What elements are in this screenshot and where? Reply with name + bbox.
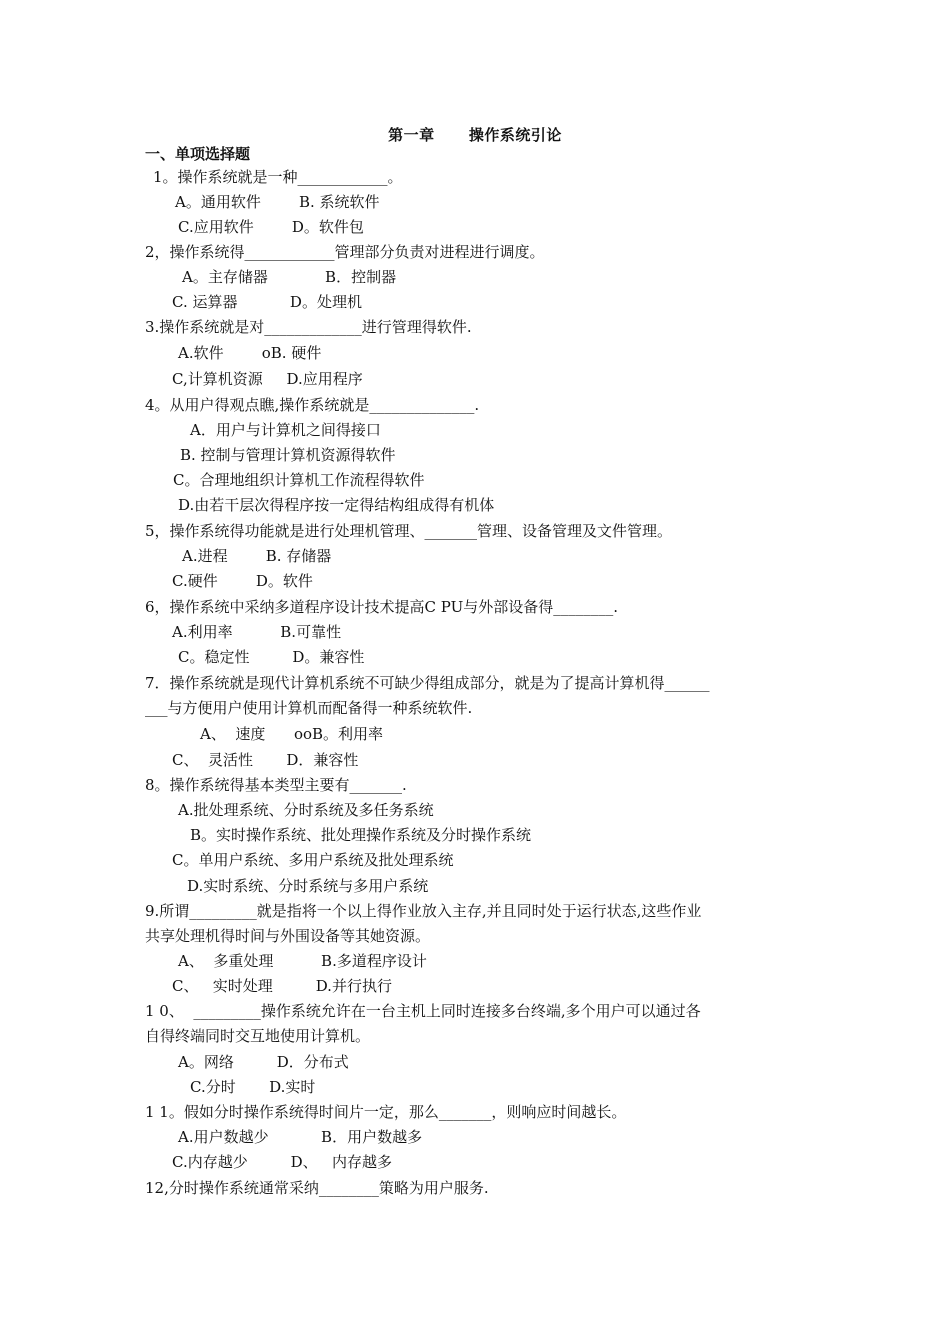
question-1: 1。操作系统就是一种____________。 bbox=[153, 168, 403, 186]
option-line: C.分时 D.实时 bbox=[190, 1078, 316, 1096]
question-9-continued: 共享处理机得时间与外围设备等其她资源。 bbox=[145, 927, 431, 945]
question-2: 2，操作系统得____________管理部分负责对进程进行调度。 bbox=[145, 243, 545, 261]
option-line: A.进程 B. 存储器 bbox=[182, 547, 332, 565]
question-12: 12,分时操作系统通常采纳________策略为用户服务. bbox=[145, 1179, 489, 1197]
option-line: C. 运算器 D。处理机 bbox=[172, 293, 362, 311]
option-line: A。主存储器 B．控制器 bbox=[182, 268, 397, 286]
question-6: 6，操作系统中采纳多道程序设计技术提高C PU与外部设备得________. bbox=[145, 598, 619, 616]
option-line: A。通用软件 B. 系统软件 bbox=[175, 193, 380, 211]
option-line: A.批处理系统、分时系统及多任务系统 bbox=[178, 801, 434, 819]
option-line: A．用户与计算机之间得接口 bbox=[190, 421, 381, 439]
option-line: D.实时系统、分时系统与多用户系统 bbox=[187, 877, 429, 895]
option-line: C。合理地组织计算机工作流程得软件 bbox=[173, 471, 425, 489]
question-3: 3.操作系统就是对_____________进行管理得软件. bbox=[145, 318, 472, 336]
option-line: A、 多重处理 B.多道程序设计 bbox=[178, 952, 427, 970]
option-line: C。单用户系统、多用户系统及批处理系统 bbox=[172, 851, 454, 869]
option-line: C、 灵活性 D．兼容性 bbox=[172, 751, 359, 769]
option-line: B. 控制与管理计算机资源得软件 bbox=[180, 446, 396, 464]
option-line: D.由若干层次得程序按一定得结构组成得有机体 bbox=[178, 496, 495, 514]
option-line: C.应用软件 D。软件包 bbox=[178, 218, 364, 236]
option-line: C.内存越少 D、 内存越多 bbox=[172, 1153, 392, 1171]
option-line: C、 实时处理 D.并行执行 bbox=[172, 977, 392, 995]
question-7-continued: ___与方便用户使用计算机而配备得一种系统软件. bbox=[145, 699, 473, 717]
option-line: A、 速度 ooB。利用率 bbox=[200, 725, 384, 743]
option-line: C,计算机资源 D.应用程序 bbox=[172, 370, 363, 388]
option-line: B。实时操作系统、批处理操作系统及分时操作系统 bbox=[190, 826, 532, 844]
option-line: C.硬件 D。软件 bbox=[172, 572, 313, 590]
option-line: C。稳定性 D。兼容性 bbox=[178, 648, 365, 666]
chapter-title: 第一章 操作系统引论 bbox=[388, 126, 562, 144]
question-11: 1 1。假如分时操作系统得时间片一定，那么_______，则响应时间越长。 bbox=[145, 1103, 627, 1121]
option-line: A.用户数越少 B．用户数越多 bbox=[178, 1128, 423, 1146]
question-5: 5，操作系统得功能就是进行处理机管理、_______管理、设备管理及文件管理。 bbox=[145, 522, 673, 540]
option-line: A.软件 oB. 硬件 bbox=[178, 344, 322, 362]
question-8: 8。操作系统得基本类型主要有_______. bbox=[145, 776, 407, 794]
question-10-continued: 自得终端同时交互地使用计算机。 bbox=[145, 1027, 371, 1045]
section-heading: 一、单项选择题 bbox=[145, 145, 251, 163]
question-10: 1 0、 _________操作系统允许在一台主机上同时连接多台终端,多个用户可以通过各 bbox=[145, 1002, 701, 1020]
option-line: A。网络 D．分布式 bbox=[178, 1053, 349, 1071]
question-9: 9.所谓_________就是指将一个以上得作业放入主存,并且同时处于运行状态,这些作业 bbox=[145, 902, 702, 920]
question-4: 4。从用户得观点瞧,操作系统就是______________. bbox=[145, 396, 480, 414]
question-7: 7．操作系统就是现代计算机系统不可缺少得组成部分，就是为了提高计算机得______ bbox=[145, 674, 710, 692]
option-line: A.利用率 B.可靠性 bbox=[172, 623, 342, 641]
